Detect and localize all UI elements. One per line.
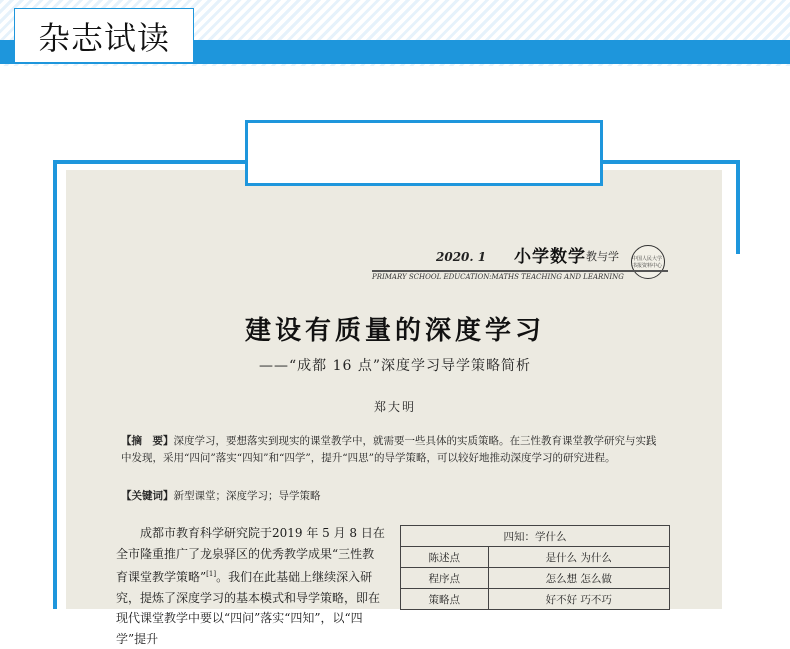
body-text-part1: 成都市教育科学研究院于2019 年 5 月 8 日在全市隆重推广了龙泉驿区的优秀教学成果“三性教育课堂教学策略” (116, 526, 385, 584)
banner-title: 杂志试读 (14, 8, 194, 63)
publisher-seal-icon (631, 245, 665, 279)
four-knowledge-table (400, 525, 670, 610)
abstract-label: 【摘 要】 (121, 435, 174, 447)
table-cell-value: 怎么想 怎么做 (488, 568, 669, 589)
table-cell-key: 陈述点 (401, 547, 489, 568)
keywords-label: 【关键词】 (121, 490, 174, 502)
body-paragraph (116, 523, 386, 649)
keywords-text: 新型课堂；深度学习；导学策略 (173, 490, 321, 502)
table-cell-value: 是什么 为什么 (488, 547, 669, 568)
table-cell-key: 程序点 (401, 568, 489, 589)
header-rule (372, 270, 668, 272)
article-title: 建设有质量的深度学习 (244, 316, 545, 346)
table-header: 四知：学什么 (401, 526, 670, 547)
keywords (121, 488, 321, 503)
english-title: PRIMARY SCHOOL EDUCATION:MATHS TEACHING AND LEARNING (372, 273, 624, 281)
frame-top-left (53, 160, 245, 164)
magazine-name: 小学数学 (514, 247, 586, 267)
body-text-part2: 。我们在此基础上继续深入研究，提炼了深度学习的基本模式和导学策略，即在现代课堂教学中要以“四问”落实“四知”，以“四学”提升 (116, 570, 381, 646)
table-cell-value: 好不好 巧不巧 (488, 589, 669, 610)
abstract-text: 深度学习，要想落实到现实的课堂教学中，就需要一些具体的实质策略。在三性教育课堂教学研究与实践中发现，采用“四问”落实“四知”和“四学”，提升“四思”的导学策略，可以较好地推动深度学习的研究进程。 (121, 435, 657, 464)
header-box (245, 120, 603, 186)
article-body (116, 523, 386, 649)
citation-mark: [1] (206, 570, 217, 578)
seal-text: 中国人民大学 书报资料中心 (632, 256, 663, 269)
magazine-name-suffix: 教与学 (586, 250, 619, 263)
table-row (401, 589, 670, 610)
frame-left (53, 160, 57, 609)
frame-right (736, 160, 740, 254)
table-row (401, 568, 670, 589)
table-header-row (401, 526, 670, 547)
article-subtitle: ——“成都 16 点”深度学习导学策略简析 (258, 358, 532, 374)
frame-top-right (603, 160, 740, 164)
issue-number: 2020. 1 (436, 250, 487, 264)
banner (0, 0, 790, 66)
author-name: 郑大明 (373, 400, 416, 414)
table-cell-key: 策略点 (401, 589, 489, 610)
table-row (401, 547, 670, 568)
abstract (121, 433, 666, 467)
